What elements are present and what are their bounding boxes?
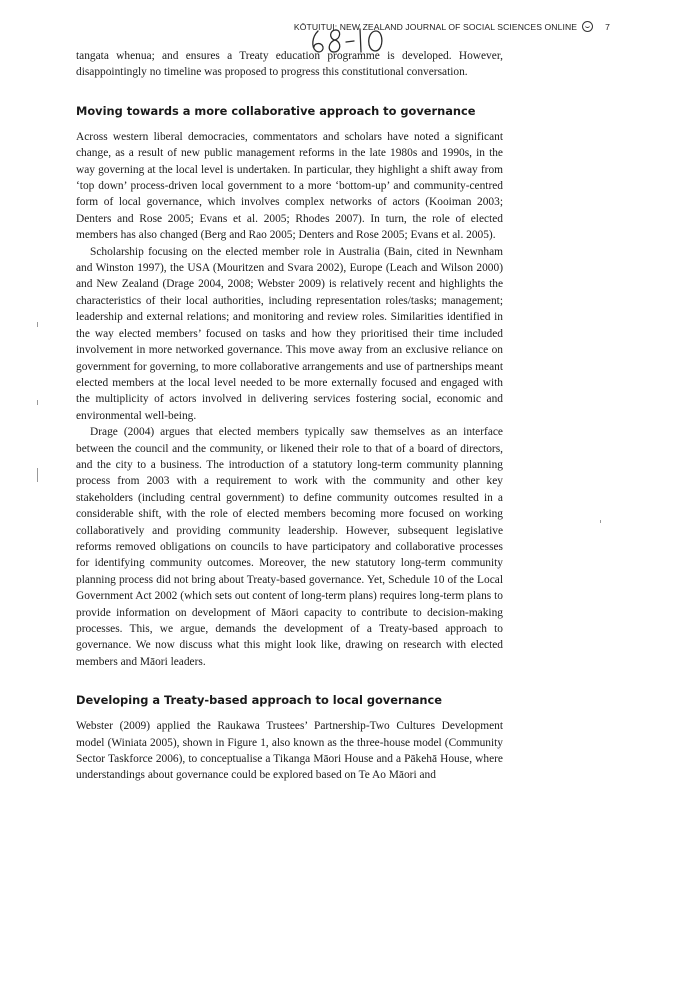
running-header [180,21,610,32]
scan-mark [37,400,38,405]
journal-title: KŌTUITUI: NEW ZEALAND JOURNAL OF SOCIAL SCIENCES ONLINE [293,22,578,32]
article-body [76,48,503,784]
paragraph-drage-2004: Drage (2004) argues that elected members typically saw themselves as an interface between the council and the community, or likened their role to that of a board of directors, and the city to a business. The introduction of a statutory long-term community planning process from 2003 with a requirement to work with the community and other key stakeholders (including central government) to define community outcomes resulted in a considerable shift, with the role of elected members becoming more focused on working collaboratively and providing community leadership. However, subsequent legislative reforms removed obligations on councils to have participatory and collaborative processes for identifying community outcomes. Moreover, the new statutory long-term community planning process did not bring about Treaty-based governance. Yet, Schedule 10 of the Local Government Act 2002 (which sets out content of long-term plans) requires long-term plans to provide information on development of Māori capacity to contribute to decision-making processes. This, we argue, demands the development of a Treaty-based approach to governance. We now discuss what this might look like, drawing on research with elected members and Māori leaders. [76,426,503,668]
scan-mark [37,322,38,327]
scan-mark [600,520,601,523]
journal-logo-icon [582,21,593,32]
page-number: 7 [605,22,610,32]
paragraph-elected-member-scholarship: Scholarship focusing on the elected member role in Australia (Bain, cited in Newnham and Winston 1997), the USA (Mouritzen and Svara 2002), Europe (Leach and Wilson 2000) and New Zealand (Drage 2004, 2008; Webster 2009) is relatively recent and highlights the characteristics of their local authorities, including representation roles/tasks; management; leadership and external relations; and monitoring and review roles. Similarities identified in the way elected members’ focused on tasks and how they prioritised their time included involvement in more networked governance. This move away from an exclusive reliance on government for governing, to more collaborative arrangements and use of partnerships meant elected members at the local level needed to be more externally focused and engaged with the multiplicity of actors involved in delivering services fostering social, economic and environmental well-being. [76,245,503,422]
handwritten-dash [346,41,354,42]
section-heading-treaty-based: Developing a Treaty-based approach to local governance [76,693,442,708]
paragraph-continuation: tangata whenua; and ensures a Treaty education programme is developed. However, disappointingly no timeline was proposed to progress this constitutional conversation. [76,50,503,79]
section-heading-collaborative: Moving towards a more collaborative approach to governance [76,103,476,118]
paragraph-webster-2009: Webster (2009) applied the Raukawa Trustees’ Partnership-Two Cultures Development model (Winiata 2005), shown in Figure 1, also known as the three-house model (Community Sector Taskforce 2006), to conceptualise a Tikanga Māori House and a Pākehā House, where understandings about governance could be explored based on Te Ao Māori and [76,720,503,782]
paragraph-western-democracies: Across western liberal democracies, commentators and scholars have noted a significant change, as a result of new public management reforms in the late 1980s and 1990s, in the way governing at the local level is undertaken. In particular, they highlight a shift away from ‘top down’ process-driven local government to a more ‘bottom-up’ and community-centred form of local governance, which involves complex networks of actors (Kooiman 2003; Denters and Rose 2005; Evans et al. 2005; Rhodes 2007). In turn, the role of elected members has also changed (Berg and Rao 2005; Denters and Rose 2005; Evans et al. 2005). [76,130,503,242]
scan-mark [37,468,38,482]
